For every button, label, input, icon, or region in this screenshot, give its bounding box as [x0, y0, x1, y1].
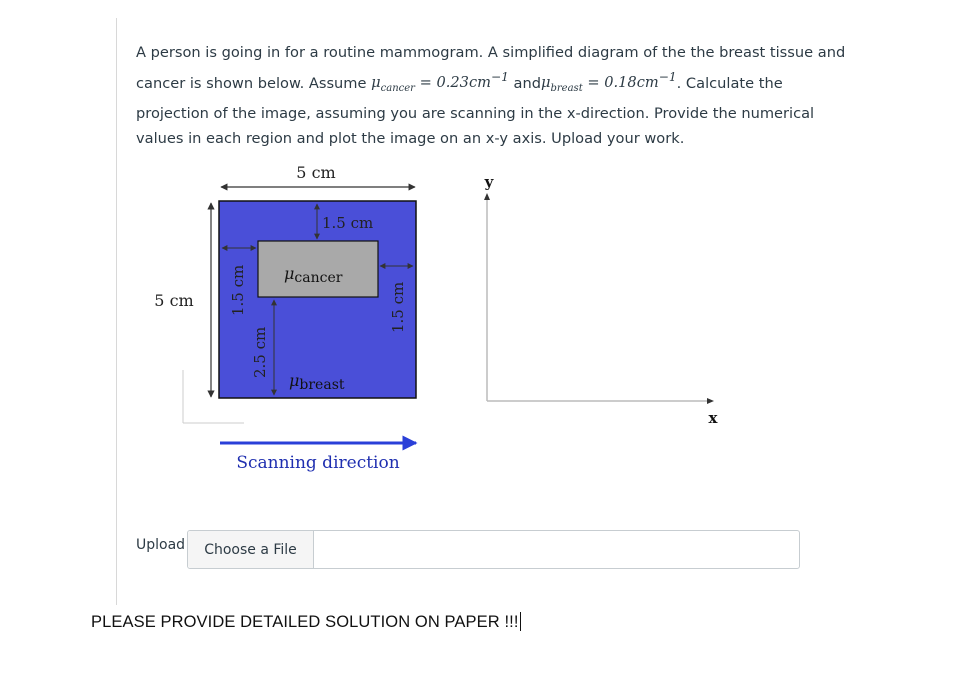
right-gap-label: 1.5 cm — [389, 281, 407, 333]
mu-breast-subscript: breast — [299, 377, 345, 393]
file-name-display — [316, 531, 799, 568]
mu-cancer-subscript: cancer — [294, 270, 343, 286]
mu-breast-symbol: μ — [289, 371, 300, 390]
text-cursor — [520, 612, 522, 631]
question-part1: A person is going in for a routine mammogram. A simplified diagram of the the breast tissue and cancer is shown below. Assume — [136, 44, 846, 92]
height-label: 5 cm — [154, 291, 194, 310]
footer-note — [91, 612, 521, 632]
top-gap-label: 1.5 cm — [322, 214, 374, 232]
file-upload-field[interactable] — [187, 530, 800, 569]
footer-text: PLEASE PROVIDE DETAILED SOLUTION ON PAPER !!! — [91, 613, 519, 631]
breast-value-text: = 0.18cm — [582, 74, 659, 92]
mu-symbol: μ — [371, 74, 381, 92]
x-axis-arrowhead — [707, 398, 714, 404]
y-axis-label: y — [484, 173, 494, 191]
mu-breast-sub: breast — [550, 83, 583, 95]
mu-cancer-symbol: μ — [284, 264, 295, 283]
question-part2: . Calculate the projection of the image, assuming you are scanning in the x-direction. Provide the numerical values in each region and plot the image on an x-y axis. Upload your work. — [136, 74, 815, 147]
scan-direction-label: Scanning direction — [236, 453, 400, 473]
y-axis-arrowhead — [484, 193, 490, 200]
breast-exp: −1 — [658, 70, 677, 85]
cancer-region — [258, 241, 378, 297]
left-gap-label: 1.5 cm — [229, 264, 247, 316]
cancer-exp: −1 — [490, 70, 509, 85]
bottom-gap-label: 2.5 cm — [251, 326, 269, 378]
x-axis-label: x — [708, 409, 718, 427]
mu-cancer-sub: cancer — [380, 83, 415, 95]
upload-label: Upload — [136, 537, 186, 553]
cancer-value-text: = 0.23cm — [414, 74, 491, 92]
choose-file-button[interactable]: Choose a File — [188, 531, 314, 568]
mu-symbol: μ — [541, 74, 551, 92]
and-text: and — [508, 74, 541, 92]
width-label: 5 cm — [296, 163, 336, 182]
